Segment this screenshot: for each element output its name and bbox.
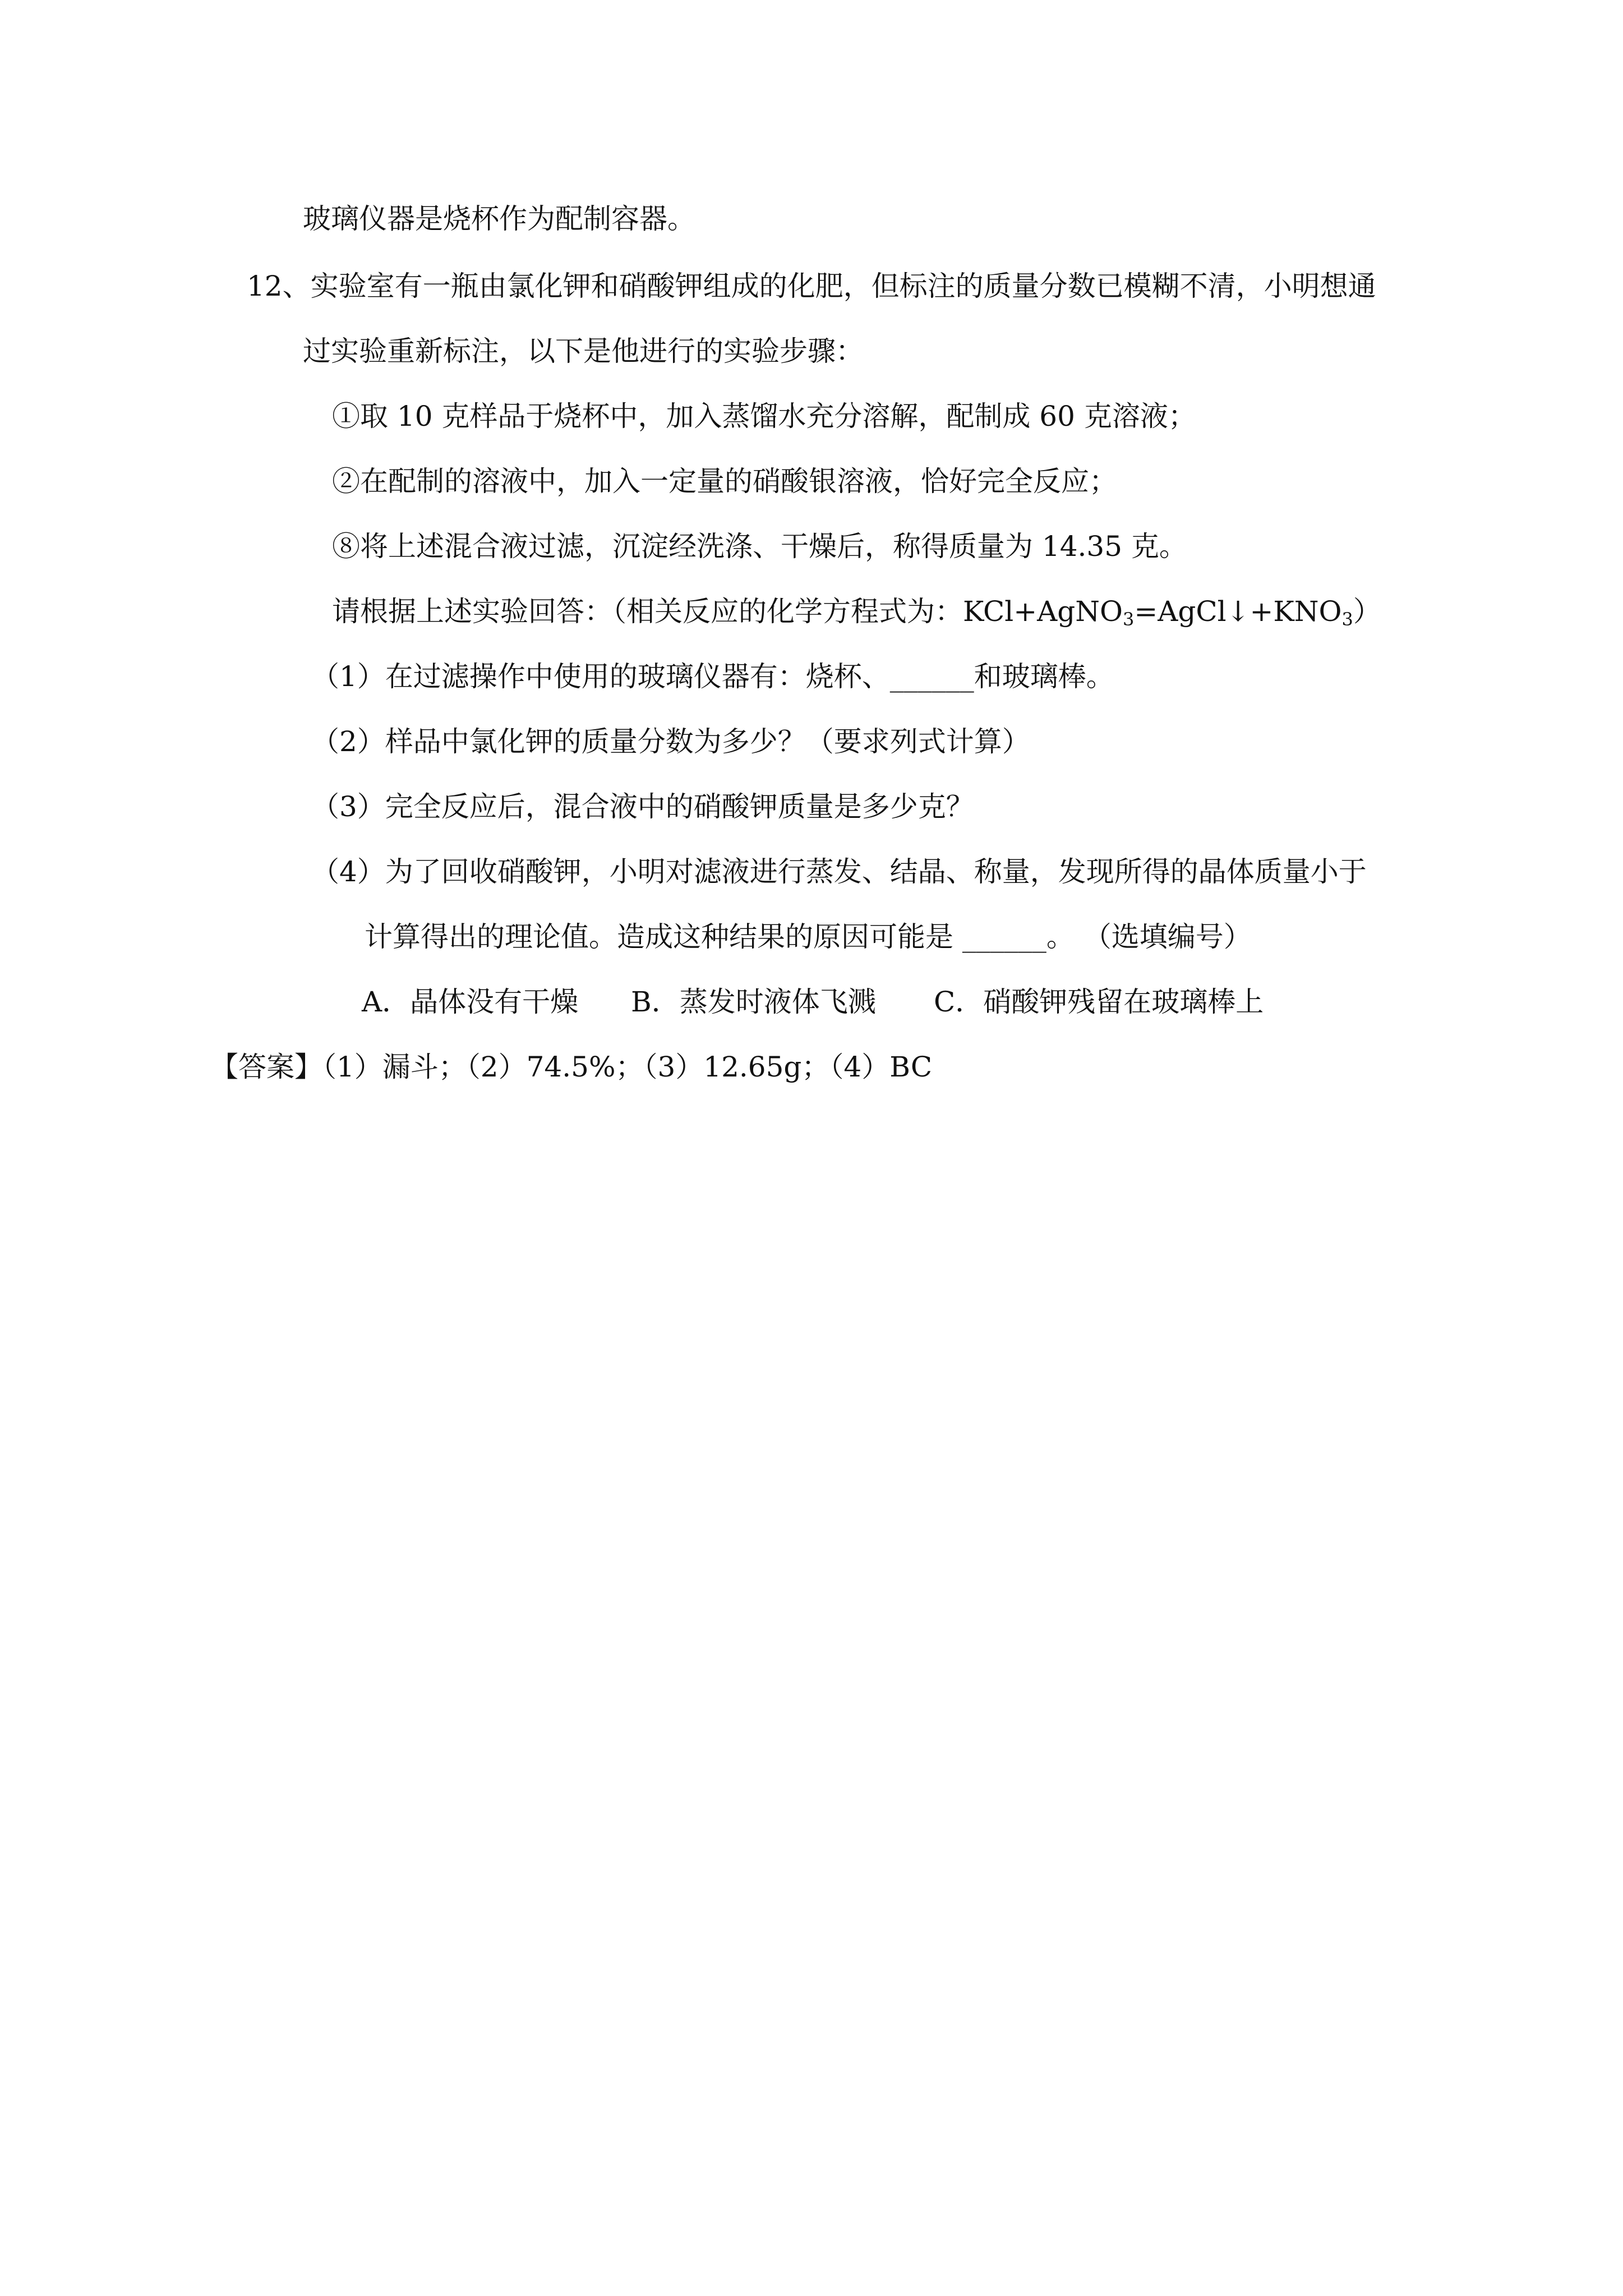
option-b: B．蒸发时液体飞溅 [631, 986, 876, 1018]
step-2: ②在配制的溶液中，加入一定量的硝酸银溶液，恰好完全反应； [332, 465, 1117, 498]
part-3: （3）完全反应后，混合液中的硝酸钾质量是多少克？ [311, 790, 974, 823]
instruction-suffix: ） [1353, 595, 1381, 628]
options-row [362, 985, 1264, 1019]
question-number: 12、 [247, 270, 311, 302]
answer-line [210, 1050, 932, 1084]
subscript-3: 3 [1341, 609, 1353, 630]
instruction-prefix: 请根据上述实验回答：（相关反应的化学方程式为：KCl+AgNO [332, 595, 1123, 628]
instruction-middle: =AgCl↓+KNO [1134, 595, 1342, 628]
prev-answer-continuation: 玻璃仪器是烧杯作为配制容器。 [303, 203, 695, 235]
question-stem-text: 实验室有一瓶由氯化钾和硝酸钾组成的化肥，但标注的质量分数已模糊不清，小明想通 [310, 270, 1376, 302]
part-4-line2: 计算得出的理论值。造成这种结果的原因可能是 ______。 （选填编号） [365, 921, 1252, 953]
option-c: C．硝酸钾残留在玻璃棒上 [934, 986, 1264, 1018]
answer-label: 【答案】 [210, 1051, 322, 1083]
part-2: （2）样品中氯化钾的质量分数为多少？（要求列式计算） [311, 725, 1030, 758]
step-3: ⑧将上述混合液过滤，沉淀经洗涤、干燥后，称得质量为 14.35 克。 [332, 530, 1187, 563]
question-12-stem-line2: 过实验重新标注，以下是他进行的实验步骤： [303, 335, 864, 367]
question-12-stem-line1 [247, 269, 1376, 303]
reaction-instruction [332, 595, 1381, 628]
option-a: A．晶体没有干燥 [362, 986, 579, 1018]
part-4-line1: （4）为了回收硝酸钾，小明对滤液进行蒸发、结晶、称量，发现所得的晶体质量小于 [311, 855, 1367, 888]
subscript-3: 3 [1123, 609, 1135, 630]
part-1: （1）在过滤操作中使用的玻璃仪器有：烧杯、______和玻璃棒。 [311, 660, 1114, 693]
step-1: ①取 10 克样品于烧杯中，加入蒸馏水充分溶解，配制成 60 克溶液； [332, 400, 1196, 432]
answer-text: （1）漏斗；（2）74.5%；（3）12.65g；（4）BC [322, 1051, 933, 1083]
